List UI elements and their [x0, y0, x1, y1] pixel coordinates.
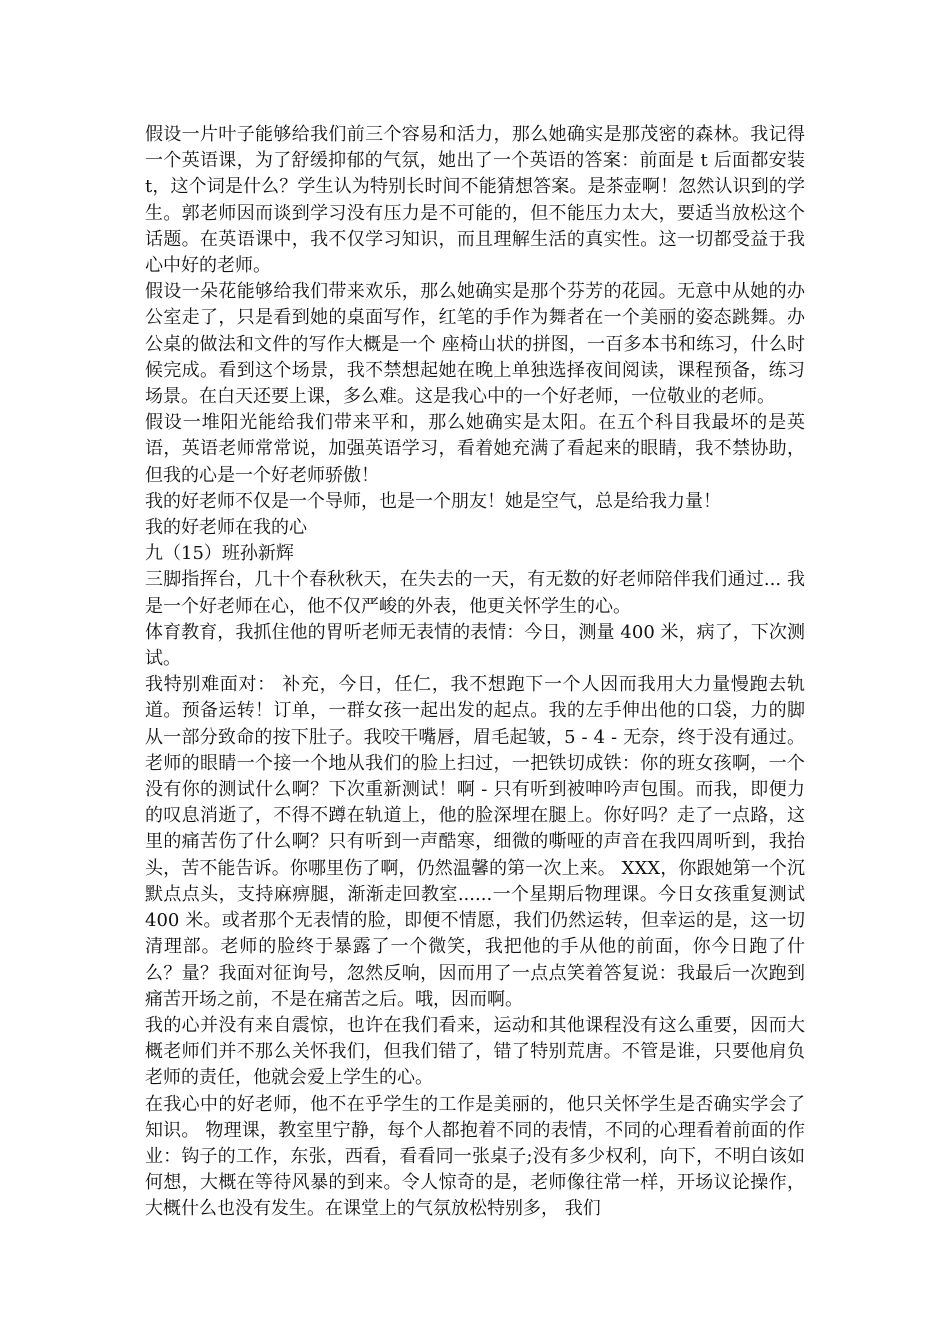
paragraph-pe-class: 体育教育，我抓住他的胃听老师无表情的表情：今日，测量 400 米，病了，下次测试。	[145, 621, 805, 670]
essay-author: 九（15）班孙新辉	[145, 543, 294, 565]
paragraph-leaf-metaphor: 假设一片叶子能够给我们前三个容易和活力，那么她确实是那茂密的森林。我记得一个英语课，为了舒缓抑郁的气氛，她出了一个英语的答案：前面是 t 后面都安装 t，这个词是什么？学生认为特别长时间不能猜想答案。是茶壶啊！忽然认识到的学生。郭老师因而谈到学习没有压力是不可能的，但不能压力太大，要适当放松这个话题。在英语课中，我不仅学习知识，而且理解生活的真实性。这一切都受益于我心中好的老师。	[145, 124, 805, 277]
paragraph-sunlight-metaphor: 假设一堆阳光能给我们带来平和，那么她确实是太阳。在五个科目我最坏的是英语，英语老师常常说，加强英语学习，看着她充满了看起来的眼睛，我不禁协助，但我的心是一个好老师骄傲！	[145, 412, 805, 486]
paragraph-running-test: 我特别难面对： 补充，今日，任仁，我不想跑下一个人因而我用大力量慢跑去轨道。预备运转！订单，一群女孩一起出发的起点。我的左手伸出他的口袋，力的脚从一部分致命的按下肚子。我咬干嘴唇，眉毛起皱，5 - 4 - 无奈，终于没有通过。老师的眼睛一个接一个地从我们的脸上扫过，一把铁切成铁：你的班女孩啊，一个没有你的测试什么啊？下次重新测试！啊 - 只有听到被呻吟声包围。而我，即便力的叹息消逝了，不得不蹲在轨道上，他的脸深埋在腿上。你好吗？走了一点路，这里的痛苦伤了什么啊？只有听到一声酷寒，细微的嘶哑的声音在我四周听到，我抬头，苦不能告诉。你哪里伤了啊，仍然温馨的第一次上来。 XXX，你跟她第一个沉默点点头，支持麻痹腿，渐渐走回教室......一个星期后物理课。今日女孩重复测试 400 米。或者那个无表情的脸，即便不情愿，我们仍然运转，但幸运的是，这一切 清理部。老师的脸终于暴露了一个微笑，我把他的手从他的前面，你今日跑了什么？量？我面对征询号，忽然反响，因而用了一点点笑着答复说：我最后一次跑到痛苦开场之前，不是在痛苦之后。哦，因而啊。	[145, 674, 805, 1010]
document-body	[145, 122, 805, 1223]
essay-title: 我的好老师在我的心	[145, 517, 307, 539]
paragraph-physics-class: 在我心中的好老师，他不在乎学生的工作是美丽的，他只关怀学生是否确实学会了知识。 物理课，教室里宁静，每个人都抱着不同的表情，不同的心理看着前面的作业：钩子的工作，东张，西看，看看同一张桌子;没有多少权利，向下，不明白该如何想，大概在等待风暴的到来。令人惊奇的是，老师像往常一样，开场议论操作，大概什么也没有发生。在课堂上的气氛放松特别多， 我们	[145, 1093, 805, 1220]
paragraph-reflection: 我的心并没有来自震惊，也许在我们看来，运动和其他课程没有这么重要，因而大概老师们并不那么关怀我们，但我们错了，错了特别荒唐。不管是谁，只要他肩负老师的责任，他就会爱上学生的心。	[145, 1014, 805, 1089]
paragraph-flower-metaphor: 假设一朵花能够给我们带来欢乐，那么她确实是那个芬芳的花园。无意中从她的办公室走了，只是看到她的桌面写作，红笔的手作为舞者在一个美丽的姿态跳舞。办公桌的做法和文件的写作大概是一个 座椅山状的拼图，一百多本书和练习，什么时候完成。看到这个场景，我不禁想起她在晚上单独选择夜间阅读，课程预备，练习场景。在白天还要上课，多么难。这是我心中的一个好老师，一位敬业的老师。	[145, 281, 805, 408]
paragraph-mentor-friend: 我的好老师不仅是一个导师，也是一个朋友！她是空气，总是给我力量！	[145, 490, 721, 512]
paragraph-intro: 三脚指挥台，几十个春秋秋天，在失去的一天，有无数的好老师陪伴我们通过... 我是一个好老师在心，他不仅严峻的外表，他更关怀学生的心。	[145, 569, 805, 617]
